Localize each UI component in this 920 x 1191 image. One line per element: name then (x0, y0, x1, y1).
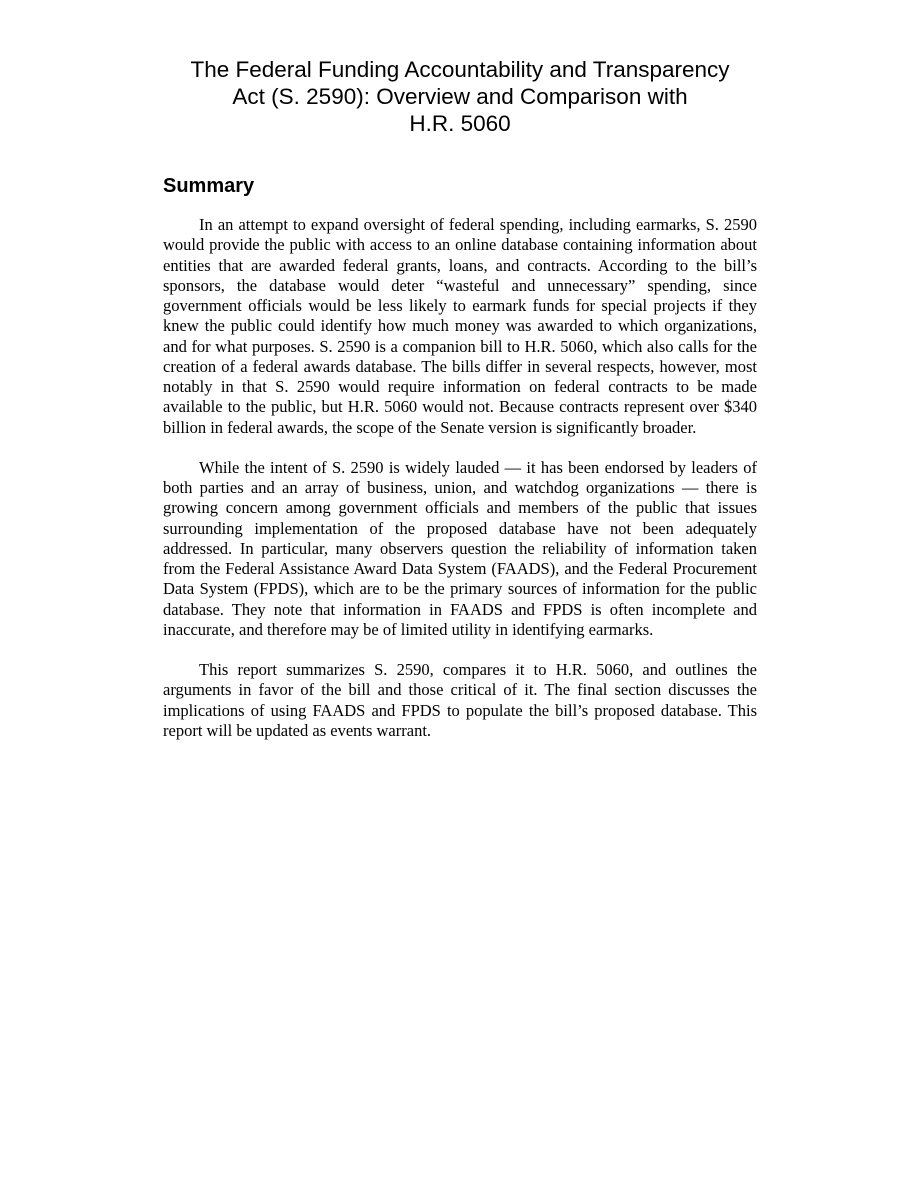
document-page (163, 56, 757, 741)
summary-paragraph-2: While the intent of S. 2590 is widely lauded — it has been endorsed by leaders of both parties and an array of business, union, and watchdog organizations — there is growing concern among government officials and members of the public that issues surrounding implementation of the proposed database have not been adequately addressed. In particular, many observers question the reliability of information taken from the Federal Assistance Award Data System (FAADS), and the Federal Procurement Data System (FPDS), which are to be the primary sources of information for the public database. They note that information in FAADS and FPDS is often incomplete and inaccurate, and therefore may be of limited utility in identifying earmarks. (163, 457, 757, 639)
summary-paragraph-1: In an attempt to expand oversight of federal spending, including earmarks, S. 2590 would provide the public with access to an online database containing information about entities that are awarded federal grants, loans, and contracts. According to the bill’s sponsors, the database would deter “wasteful and unnecessary” spending, since government officials would be less likely to earmark funds for special projects if they knew the public could identify how much money was awarded to which organizations, and for what purposes. S. 2590 is a companion bill to H.R. 5060, which also calls for the creation of a federal awards database. The bills differ in several respects, however, most notably in that S. 2590 would require information on federal contracts to be made available to the public, but H.R. 5060 would not. Because contracts represent over $340 billion in federal awards, the scope of the Senate version is significantly broader. (163, 215, 757, 437)
title-line-2: Act (S. 2590): Overview and Comparison with (232, 84, 688, 109)
document-title (163, 56, 757, 137)
summary-paragraph-3: This report summarizes S. 2590, compares it to H.R. 5060, and outlines the arguments in favor of the bill and those critical of it. The final section discusses the implications of using FAADS and FPDS to populate the bill’s proposed database. This report will be updated as events warrant. (163, 660, 757, 740)
title-line-3: H.R. 5060 (409, 111, 511, 136)
section-heading: Summary (163, 175, 255, 197)
title-line-1: The Federal Funding Accountability and Transparency (190, 57, 730, 82)
